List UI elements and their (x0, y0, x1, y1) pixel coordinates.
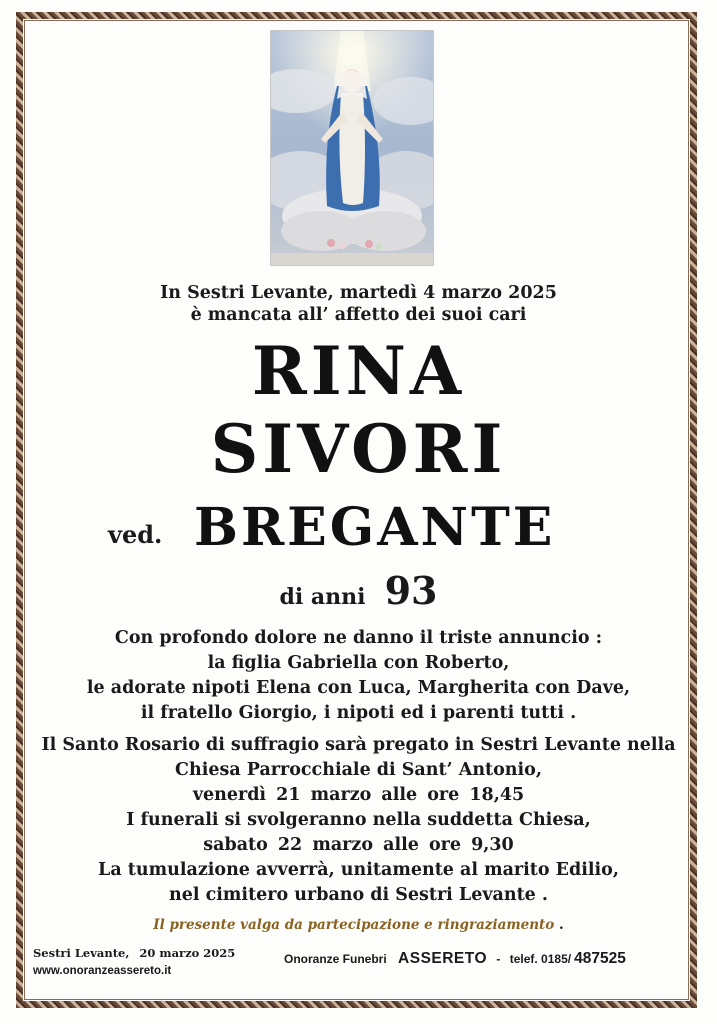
footer-dash: - (496, 952, 501, 966)
service-line: Il Santo Rosario di suffragio sarà pregato in Sestri Levante nella (41, 735, 676, 755)
married-name-row (0, 498, 717, 560)
madonna-image (270, 30, 434, 266)
footer-date-line (33, 944, 235, 962)
age-value: 93 (384, 568, 438, 613)
intro-line: è mancata all’ affetto dei suoi cari (190, 305, 527, 325)
footer-place: Sestri Levante, (33, 946, 130, 960)
first-name: RINA (251, 332, 466, 410)
footer-date: 20 marzo 2025 (139, 946, 236, 960)
intro-line: In Sestri Levante, martedì 4 marzo 2025 (160, 283, 557, 303)
funeral-home-info (284, 950, 626, 968)
footer-website: www.onoranzeassereto.it (33, 965, 172, 977)
married-name: BREGANTE (194, 497, 556, 558)
announcement-line: Con profondo dolore ne danno il triste annuncio : (114, 628, 603, 648)
footer-left (33, 944, 235, 980)
thanks-note (0, 917, 717, 933)
funeral-time: sabato 22 marzo alle ore 9,30 (203, 835, 514, 855)
phone-number: 487525 (574, 950, 626, 967)
death-announcement (0, 282, 717, 326)
thanks-end: . (559, 917, 564, 933)
phone-label: telef. 0185/ (509, 952, 572, 966)
service-details (0, 733, 717, 908)
last-name: SIVORI (210, 410, 507, 488)
announcement-line: le adorate nipoti Elena con Luca, Margherita con Dave, (86, 678, 631, 698)
service-line: nel cimitero urbano di Sestri Levante . (169, 885, 548, 905)
service-line: Chiesa Parrocchiale di Sant’ Antonio, (175, 760, 542, 780)
age-row (0, 568, 717, 613)
service-line: I funerali si svolgeranno nella suddetta Chiesa, (126, 810, 591, 830)
company-prefix: Onoranze Funebri (284, 952, 387, 966)
company-name: ASSERETO (398, 950, 488, 967)
rosary-time: venerdì 21 marzo alle ore 18,45 (192, 785, 525, 805)
age-label: di anni (279, 584, 366, 610)
widow-prefix: ved. (108, 520, 163, 549)
announcement-line: il fratello Giorgio, i nipoti ed i parenti tutti . (140, 703, 577, 723)
family-announcement (0, 626, 717, 726)
service-line: La tumulazione avverrà, unitamente al marito Edilio, (98, 860, 619, 880)
thanks-text: Il presente valga da partecipazione e ringraziamento (153, 917, 555, 933)
announcement-line: la figlia Gabriella con Roberto, (207, 653, 510, 673)
